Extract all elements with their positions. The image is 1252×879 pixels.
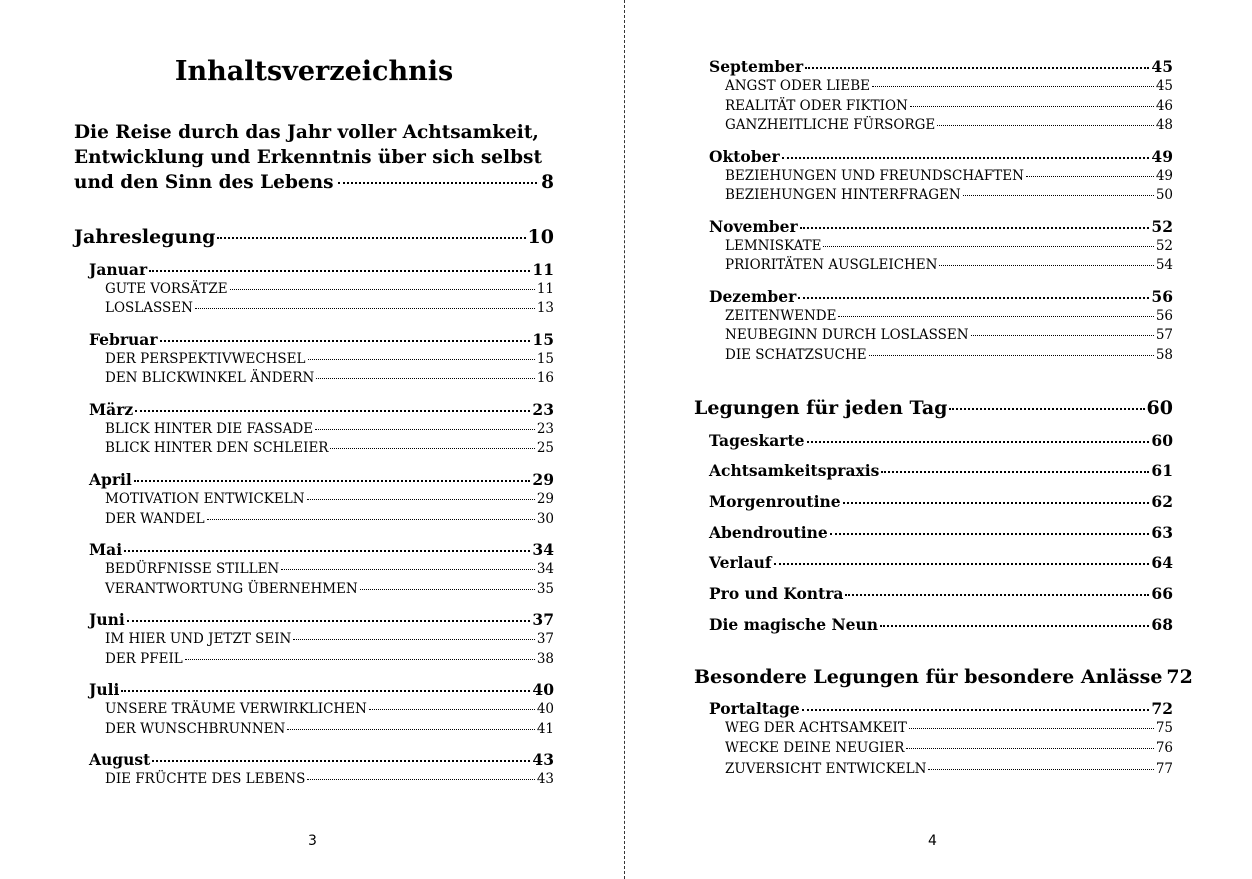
dot-leader (152, 760, 530, 762)
toc-entry-level-3 (105, 651, 554, 667)
toc-entry-page: 29 (536, 491, 554, 507)
toc-entry-level-2 (709, 492, 1173, 511)
toc-entry-page: 58 (1155, 347, 1173, 363)
toc-entry-level-3 (725, 740, 1173, 756)
toc-entry-page: 72 (1151, 699, 1173, 718)
toc-entry-title: Die magische Neun (709, 615, 879, 634)
dot-leader (805, 67, 1149, 69)
toc-entry-page: 60 (1146, 397, 1173, 419)
dot-leader (843, 502, 1150, 504)
toc-entry-level-3 (725, 187, 1173, 203)
toc-entry-page: 37 (532, 610, 554, 629)
dot-leader (134, 480, 531, 482)
toc-entry-level-2 (709, 431, 1173, 450)
toc-entry-page: 29 (532, 470, 554, 489)
toc-entry-level-2 (89, 750, 554, 769)
toc-entry-level-3 (725, 98, 1173, 114)
toc-entry-level-3 (105, 491, 554, 507)
toc-entry-title: April (89, 470, 132, 489)
page-number-right: 4 (928, 833, 937, 849)
toc-entry-title: Achtsamkeitspraxis (709, 461, 880, 480)
toc-entry-title: DEN BLICKWINKEL ÄNDERN (105, 370, 315, 386)
toc-entry-level-3 (105, 631, 554, 647)
dot-leader (124, 550, 530, 552)
toc-entry-page: 11 (532, 260, 554, 279)
dot-leader (928, 769, 1153, 770)
dot-leader (121, 690, 530, 692)
toc-entry-page: 48 (1155, 117, 1173, 133)
dot-leader (185, 659, 535, 660)
toc-entry-page: 23 (532, 400, 554, 419)
dot-leader (307, 499, 535, 500)
toc-entry-page: 11 (536, 281, 554, 297)
toc-entry-level-3 (725, 168, 1173, 184)
dot-leader (782, 157, 1150, 159)
toc-entry-title: GUTE VORSÄTZE (105, 281, 228, 297)
intro-line-2: Entwicklung und Erkenntnis über sich selbst (74, 147, 542, 168)
left-page (0, 0, 625, 879)
dot-leader (845, 594, 1149, 596)
toc-entry-title: IM HIER UND JETZT SEIN (105, 631, 292, 647)
toc-entry-level-2 (709, 461, 1173, 480)
toc-entry-title: Tageskarte (709, 431, 805, 450)
toc-entry-level-3 (725, 347, 1173, 363)
toc-entry-level-3 (105, 701, 554, 717)
page-number-left: 3 (308, 833, 317, 849)
toc-entry-page: 60 (1151, 431, 1173, 450)
dot-leader (939, 265, 1153, 266)
right-page (626, 0, 1252, 879)
toc-entry-title: BEDÜRFNISSE STILLEN (105, 561, 280, 577)
dot-leader (160, 340, 531, 342)
toc-entry-title: März (89, 400, 134, 419)
toc-entry-level-1 (694, 397, 1173, 419)
toc-entry-page: 15 (536, 351, 554, 367)
dot-leader (910, 106, 1154, 107)
toc-entry-title: ZUVERSICHT ENTWICKELN (725, 761, 927, 777)
toc-entry-title: ZEITENWENDE (725, 308, 837, 324)
toc-entry-title: DER PERSPEKTIVWECHSEL (105, 351, 306, 367)
toc-entry-page: 45 (1155, 78, 1173, 94)
toc-entry-title: BEZIEHUNGEN HINTERFRAGEN (725, 187, 961, 203)
toc-entry-level-3 (725, 327, 1173, 343)
dot-leader (838, 316, 1153, 317)
toc-entry-page: 64 (1151, 553, 1173, 572)
toc-entry-level-3 (725, 238, 1173, 254)
toc-entry-title: NEUBEGINN DURCH LOSLASSEN (725, 327, 969, 343)
dot-leader (937, 125, 1154, 126)
toc-entry-level-3 (725, 257, 1173, 273)
toc-entry-level-2 (89, 680, 554, 699)
toc-entry-title: LOSLASSEN (105, 300, 193, 316)
intro-line-1: Die Reise durch das Jahr voller Achtsamkeit, (74, 122, 539, 143)
toc-entry-page: 72 (1166, 666, 1193, 688)
toc-entry-title: ANGST ODER LIEBE (725, 78, 871, 94)
toc-entry-page: 77 (1155, 761, 1173, 777)
toc-entry-page: 49 (1151, 147, 1173, 166)
dot-leader (360, 589, 535, 590)
toc-entry-level-2 (89, 540, 554, 559)
toc-entry-page: 50 (1155, 187, 1173, 203)
toc-entry-level-3 (105, 300, 554, 316)
toc-entry-title: VERANTWORTUNG ÜBERNEHMEN (105, 581, 358, 597)
dot-leader (127, 620, 531, 622)
dot-leader (906, 748, 1153, 749)
dot-leader (774, 563, 1150, 565)
dot-leader (823, 246, 1153, 247)
dot-leader (315, 429, 535, 430)
toc-entry-title: Besondere Legungen für besondere Anlässe (694, 666, 1163, 688)
toc-entry-page: 10 (527, 226, 554, 248)
toc-entry-page: 56 (1155, 308, 1173, 324)
toc-entry-title: UNSERE TRÄUME VERWIRKLICHEN (105, 701, 367, 717)
toc-entry-title: BLICK HINTER DIE FASSADE (105, 421, 314, 437)
toc-entry-level-3 (105, 771, 554, 787)
toc-entry-level-3 (725, 761, 1173, 777)
toc-entry-page: 75 (1155, 720, 1173, 736)
toc-entry-level-3 (725, 308, 1173, 324)
toc-entry-page: 15 (532, 330, 554, 349)
intro-line-3 (74, 170, 554, 195)
dot-leader (872, 86, 1154, 87)
toc-entry-level-3 (725, 117, 1173, 133)
dot-leader (195, 308, 535, 309)
toc-entry-page: 34 (536, 561, 554, 577)
dot-leader (330, 448, 534, 449)
toc-entry-page: 37 (536, 631, 554, 647)
intro-entry (74, 120, 554, 195)
dot-leader (830, 533, 1150, 535)
toc-entry-level-2 (89, 400, 554, 419)
toc-entry-level-2 (709, 57, 1173, 76)
dot-leader (338, 182, 538, 184)
toc-entry-page: 45 (1151, 57, 1173, 76)
toc-entry-title: Oktober (709, 147, 780, 166)
toc-entry-level-3 (105, 561, 554, 577)
toc-entry-page: 61 (1151, 461, 1173, 480)
toc-entry-level-2 (709, 584, 1173, 603)
dot-leader (207, 519, 535, 520)
dot-leader (798, 297, 1149, 299)
toc-entry-level-1 (74, 226, 554, 248)
toc-entry-title: REALITÄT ODER FIKTION (725, 98, 908, 114)
toc-entry-title: Verlauf (709, 553, 772, 572)
toc-entry-level-2 (89, 470, 554, 489)
toc-entry-page: 46 (1155, 98, 1173, 114)
toc-entry-title: GANZHEITLICHE FÜRSORGE (725, 117, 936, 133)
toc-entry-page: 23 (536, 421, 554, 437)
dot-leader (135, 410, 530, 412)
toc-entry-title: Portaltage (709, 699, 800, 718)
toc-entry-title: WEG DER ACHTSAMKEIT (725, 720, 907, 736)
toc-entry-title: BLICK HINTER DEN SCHLEIER (105, 440, 329, 456)
toc-entry-level-2 (89, 260, 554, 279)
toc-entry-level-2 (89, 330, 554, 349)
dot-leader (369, 709, 535, 710)
dot-leader (316, 378, 534, 379)
dot-leader (230, 289, 535, 290)
toc-entry-level-3 (105, 281, 554, 297)
toc-title: Inhaltsverzeichnis (174, 56, 454, 87)
toc-entry-title: September (709, 57, 804, 76)
toc-entry-title: November (709, 217, 798, 236)
toc-entry-page: 13 (536, 300, 554, 316)
toc-entry-page: 38 (536, 651, 554, 667)
toc-entry-page: 56 (1151, 287, 1173, 306)
toc-entry-page: 63 (1151, 523, 1173, 542)
toc-entry-level-2 (709, 217, 1173, 236)
dot-leader (308, 359, 535, 360)
toc-entry-page: 40 (532, 680, 554, 699)
toc-entry-page: 76 (1155, 740, 1173, 756)
toc-entry-page: 30 (536, 511, 554, 527)
toc-entry-title: BEZIEHUNGEN UND FREUNDSCHAFTEN (725, 168, 1024, 184)
toc-entry-level-3 (725, 78, 1173, 94)
toc-entry-title: Mai (89, 540, 123, 559)
toc-entry-page: 66 (1151, 584, 1173, 603)
toc-entry-level-3 (725, 720, 1173, 736)
toc-entry-page: 41 (536, 721, 554, 737)
intro-line-3-text: und den Sinn des Lebens (74, 172, 334, 193)
toc-entry-page: 52 (1155, 238, 1173, 254)
dot-leader (800, 227, 1150, 229)
intro-page: 8 (541, 172, 554, 193)
dot-leader (971, 335, 1154, 336)
toc-entry-level-3 (105, 581, 554, 597)
toc-entry-title: LEMNISKATE (725, 238, 822, 254)
toc-entry-page: 25 (536, 440, 554, 456)
toc-entry-title: PRIORITÄTEN AUSGLEICHEN (725, 257, 938, 273)
toc-entry-title: DIE SCHATZSUCHE (725, 347, 867, 363)
dot-leader (807, 441, 1150, 443)
toc-entry-page: 68 (1151, 615, 1173, 634)
toc-entry-level-3 (105, 721, 554, 737)
toc-entry-level-3 (105, 421, 554, 437)
dot-leader (1026, 176, 1154, 177)
toc-entry-title: DER WANDEL (105, 511, 205, 527)
toc-entry-title: MOTIVATION ENTWICKELN (105, 491, 305, 507)
dot-leader (909, 728, 1154, 729)
dot-leader (869, 355, 1154, 356)
toc-entry-level-3 (105, 351, 554, 367)
dot-leader (307, 779, 534, 780)
toc-entry-page: 43 (536, 771, 554, 787)
toc-entry-page: 62 (1151, 492, 1173, 511)
toc-entry-page: 40 (536, 701, 554, 717)
dot-leader (149, 270, 530, 272)
dot-leader (949, 408, 1144, 410)
toc-entry-title: August (89, 750, 151, 769)
toc-entry-level-2 (709, 147, 1173, 166)
toc-entry-title: Januar (89, 260, 148, 279)
toc-entry-title: Dezember (709, 287, 797, 306)
toc-entry-title: Pro und Kontra (709, 584, 844, 603)
toc-entry-page: 57 (1155, 327, 1173, 343)
toc-entry-title: Abendroutine (709, 523, 828, 542)
toc-entry-level-2 (709, 615, 1173, 634)
dot-leader (287, 729, 535, 730)
toc-entry-level-3 (105, 370, 554, 386)
toc-entry-page: 54 (1155, 257, 1173, 273)
toc-entry-level-2 (89, 610, 554, 629)
dot-leader (802, 709, 1150, 711)
toc-entry-title: DER WUNSCHBRUNNEN (105, 721, 286, 737)
toc-entry-level-3 (105, 511, 554, 527)
page-divider (624, 0, 625, 879)
toc-entry-title: DIE FRÜCHTE DES LEBENS (105, 771, 306, 787)
dot-leader (293, 639, 534, 640)
toc-entry-title: Februar (89, 330, 158, 349)
toc-entry-title: Juni (89, 610, 125, 629)
toc-entry-page: 16 (536, 370, 554, 386)
toc-entry-title: Legungen für jeden Tag (694, 397, 948, 419)
toc-entry-page: 35 (536, 581, 554, 597)
toc-entry-page: 49 (1155, 168, 1173, 184)
toc-entry-title: Juli (89, 680, 120, 699)
toc-entry-level-2 (709, 523, 1173, 542)
toc-entry-level-3 (105, 440, 554, 456)
toc-entry-title: Jahreslegung (74, 226, 216, 248)
toc-entry-page: 43 (532, 750, 554, 769)
toc-entry-level-2 (709, 699, 1173, 718)
toc-entry-level-2 (709, 287, 1173, 306)
dot-leader (217, 237, 525, 239)
dot-leader (881, 471, 1149, 473)
toc-entry-title: DER PFEIL (105, 651, 183, 667)
dot-leader (281, 569, 535, 570)
toc-entry-page: 52 (1151, 217, 1173, 236)
toc-entry-page: 34 (532, 540, 554, 559)
dot-leader (963, 195, 1154, 196)
toc-entry-level-2 (709, 553, 1173, 572)
dot-leader (880, 625, 1149, 627)
toc-entry-title: WECKE DEINE NEUGIER (725, 740, 905, 756)
toc-entry-level-1 (694, 666, 1193, 688)
toc-entry-title: Morgenroutine (709, 492, 841, 511)
